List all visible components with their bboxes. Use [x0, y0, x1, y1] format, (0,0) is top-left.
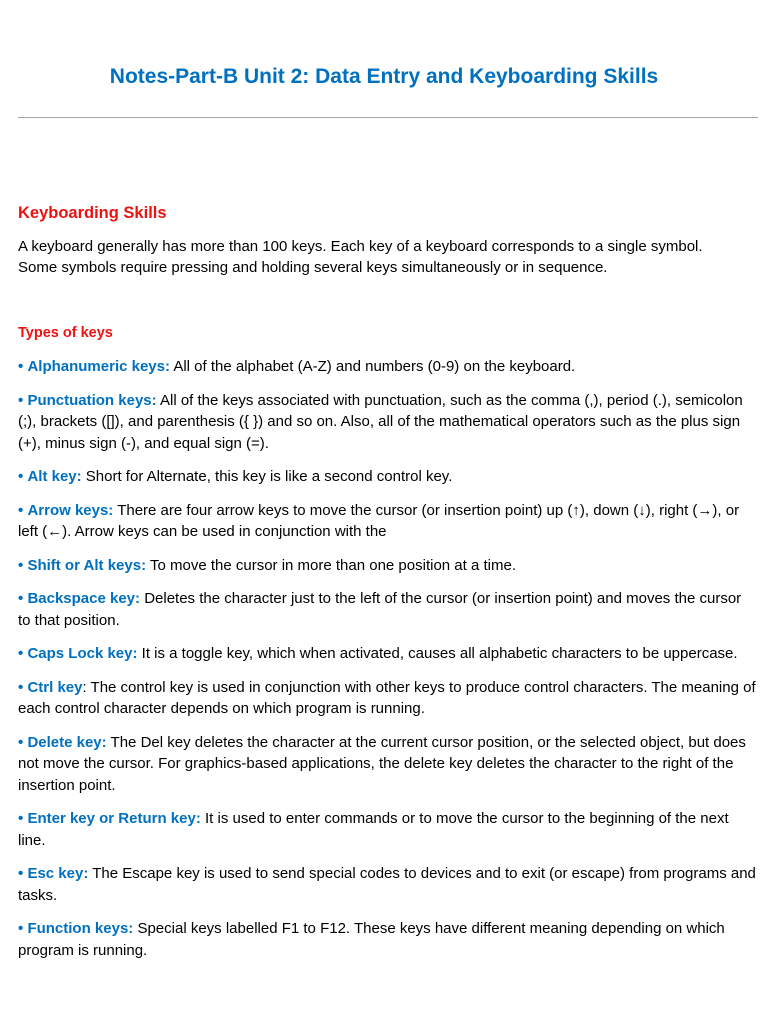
list-item — [18, 677, 756, 720]
key-types-list — [18, 356, 756, 973]
key-term: Ctrl key — [27, 678, 83, 696]
key-term: Arrow keys: — [27, 501, 114, 519]
list-item — [18, 588, 756, 631]
bullet-icon: • — [18, 920, 24, 937]
page-title: Notes-Part-B Unit 2: Data Entry and Keyboarding Skills — [109, 65, 659, 88]
list-item — [18, 500, 756, 543]
key-description: The Escape key is used to send special codes to devices and to exit (or escape) from programs and tasks. — [18, 865, 756, 904]
bullet-icon: • — [18, 733, 24, 751]
key-description: : The control key is used in conjunction with other keys to produce control characters. The meaning of each control character depends on which program is running. — [18, 678, 756, 717]
bullet-icon: • — [18, 556, 24, 574]
key-term: Delete key: — [27, 733, 107, 751]
key-term: Shift or Alt keys: — [27, 556, 147, 574]
bullet-icon: • — [18, 468, 24, 485]
key-description: Special keys labelled F1 to F12. These keys have different meaning depending on which program is running. — [18, 920, 725, 959]
key-description: Short for Alternate, this key is like a second control key. — [81, 468, 453, 485]
section-heading: Keyboarding Skills — [18, 204, 167, 222]
list-item — [18, 555, 756, 577]
bullet-icon: • — [18, 645, 24, 662]
key-description: The Del key deletes the character at the current cursor position, or the selected object, but does not move the cursor. For graphics-based applications, the delete key deletes the character to the right of the insertion point. — [18, 733, 746, 794]
list-item — [18, 466, 756, 488]
key-term: Enter key or Return key: — [27, 810, 201, 827]
list-item — [18, 808, 756, 851]
key-description: All of the keys associated with punctuation, such as the comma (,), period (.), semicolon (;), brackets ([]), and parenthesis ({ }) and so on. Also, all of the mathematical operators such as the plus sign (+), minus sign (-), and equal sign (=). — [18, 391, 743, 452]
bullet-icon: • — [18, 810, 24, 827]
key-description: It is a toggle key, which when activated, causes all alphabetic characters to be uppercase. — [137, 645, 738, 662]
bullet-icon: • — [18, 590, 24, 607]
types-of-keys-heading: Types of keys — [18, 325, 113, 341]
key-term: Function keys: — [27, 920, 134, 937]
key-term: Punctuation keys: — [27, 391, 157, 409]
bullet-icon: • — [18, 391, 24, 409]
key-description: There are four arrow keys to move the cursor (or insertion point) up (↑), down (↓), right (→), or left (←). Arrow keys can be used in conjunction with the — [18, 501, 740, 540]
bullet-icon: • — [18, 501, 24, 519]
list-item — [18, 863, 756, 906]
key-term: Esc key: — [27, 865, 89, 882]
key-term: Caps Lock key: — [27, 645, 138, 662]
list-item — [18, 918, 756, 961]
list-item — [18, 390, 756, 455]
key-description: Deletes the character just to the left of the cursor (or insertion point) and moves the cursor to that position. — [18, 590, 742, 629]
list-item — [18, 356, 756, 378]
key-term: Backspace key: — [27, 590, 141, 607]
bullet-icon: • — [18, 358, 24, 375]
list-item — [18, 732, 756, 797]
bullet-icon: • — [18, 865, 24, 882]
key-description: All of the alphabet (A-Z) and numbers (0-9) on the keyboard. — [170, 358, 576, 375]
key-term: Alphanumeric keys: — [27, 358, 170, 375]
bullet-icon: • — [18, 678, 24, 696]
key-description: To move the cursor in more than one position at a time. — [146, 556, 516, 574]
intro-paragraph: A keyboard generally has more than 100 keys. Each key of a keyboard corresponds to a single symbol. Some symbols require pressing and holding several keys simultaneously or in sequence. — [18, 238, 703, 276]
title-divider — [18, 117, 758, 118]
key-term: Alt key: — [27, 468, 82, 485]
key-description: It is used to enter commands or to move the cursor to the beginning of the next line. — [18, 810, 729, 849]
list-item — [18, 643, 756, 665]
